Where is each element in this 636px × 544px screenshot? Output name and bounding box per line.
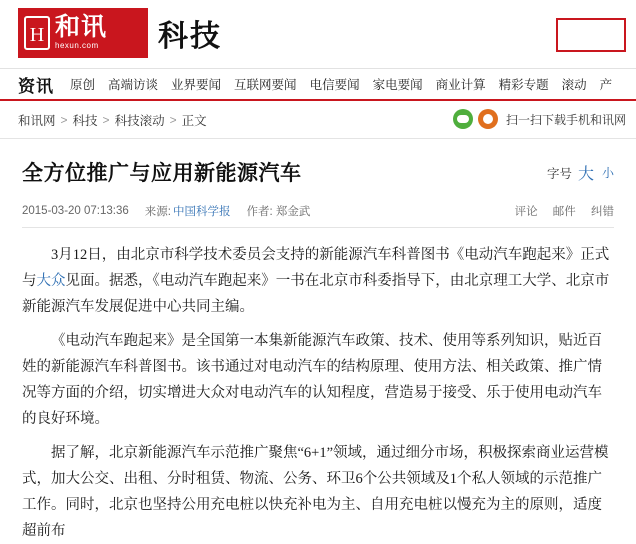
fontsize-label: 字号 — [546, 166, 572, 181]
breadcrumb-current: 正文 — [181, 113, 207, 128]
breadcrumb — [0, 101, 636, 139]
fontsize-small-button[interactable]: 小 — [601, 166, 614, 180]
header-ad-slot[interactable] — [556, 18, 626, 52]
nav-item-zixun[interactable]: 资讯 — [18, 76, 54, 96]
nav-item-4[interactable]: 电信要闻 — [309, 78, 360, 92]
nav-item-6[interactable]: 商业计算 — [435, 78, 486, 92]
site-logo[interactable] — [18, 8, 222, 58]
logo-words — [55, 15, 107, 51]
channel-title: 科技 — [158, 20, 222, 53]
breadcrumb-item-1[interactable]: 科技 — [72, 113, 98, 128]
publish-time: 2015-03-20 07:13:36 — [22, 205, 129, 217]
article-body — [22, 242, 614, 544]
source-link[interactable]: 中国科学报 — [173, 206, 231, 218]
breadcrumb-separator-2: > — [169, 112, 177, 127]
email-action[interactable]: 邮件 — [552, 206, 576, 218]
author-name: 作者: 郑金武 — [246, 206, 311, 218]
paragraph-0-link[interactable]: 大众 — [36, 273, 66, 289]
logo-badge[interactable] — [18, 8, 148, 58]
page-title: 全方位推广与应用新能源汽车 — [22, 161, 302, 185]
main-nav — [0, 69, 636, 101]
fontsize-large-button[interactable]: 大 — [577, 166, 594, 183]
nav-item-1[interactable]: 高端访谈 — [108, 78, 159, 92]
nav-item-0[interactable]: 原创 — [70, 78, 96, 92]
article-paragraph-0 — [22, 242, 614, 320]
weibo-icon[interactable] — [478, 109, 498, 129]
nav-item-8[interactable]: 滚动 — [561, 78, 587, 92]
logo-text-en: hexun.com — [55, 41, 99, 50]
article-paragraph-2: 据了解，北京新能源汽车示范推广聚焦“6+1”领域，通过细分市场，积极探索商业运营模式，加大公交、出租、分时租赁、物流、公务、环卫6个公共领域及1个私人领域的示范推广工作。同时，北京也坚持公用充电桩以快充补电为主、自用充电桩以慢充为主的原则，适度超前布 — [22, 445, 609, 539]
article-paragraph-1: 《电动汽车跑起来》是全国第一本集新能源汽车政策、技术、使用等系列知识，贴近百姓的新能源汽车科普图书。该书通过对电动汽车的结构原理、使用方法、相关政策、推广情况等方面的介绍，切实增进大众对电动汽车的认知程度，营造易于接受、乐于使用电动汽车的良好环境。 — [22, 333, 602, 427]
fontsize-controls — [547, 161, 614, 184]
article-title-row — [22, 139, 614, 187]
breadcrumb-separator-1: > — [102, 112, 110, 127]
nav-item-7[interactable]: 精彩专题 — [498, 78, 549, 92]
article-container — [0, 139, 636, 544]
source-label: 来源: — [144, 206, 171, 218]
logo-text-cn: 和讯 — [55, 14, 108, 41]
correction-action[interactable]: 纠错 — [591, 206, 614, 218]
nav-item-2[interactable]: 业界要闻 — [171, 78, 222, 92]
paragraph-0-pre: 3月12日，由北京市科学技术委员会支持的新能源汽车科普图书《电动汽车跑起来》正式与 — [22, 247, 610, 289]
article-meta — [22, 203, 614, 228]
scan-download-text[interactable]: 扫一扫下载手机和讯网 — [505, 112, 626, 127]
hexun-mark-icon: H — [24, 16, 50, 50]
nav-item-9[interactable]: 产 — [599, 78, 613, 92]
nav-item-5[interactable]: 家电要闻 — [372, 78, 423, 92]
paragraph-0-post: 见面。据悉，《电动汽车跑起来》一书在北京市科委指导下，由北京理工大学、北京市新能源汽车发展促进中心共同主编。 — [22, 273, 610, 315]
nav-item-3[interactable]: 互联网要闻 — [234, 78, 297, 92]
wechat-icon[interactable] — [453, 109, 473, 129]
comment-action[interactable]: 评论 — [514, 206, 538, 218]
site-header — [0, 0, 636, 69]
social-share-group — [453, 109, 626, 129]
breadcrumb-item-0[interactable]: 和讯网 — [18, 113, 56, 128]
breadcrumb-separator-0: > — [60, 112, 68, 127]
article-actions — [503, 203, 614, 219]
breadcrumb-item-2[interactable]: 科技滚动 — [114, 113, 165, 128]
